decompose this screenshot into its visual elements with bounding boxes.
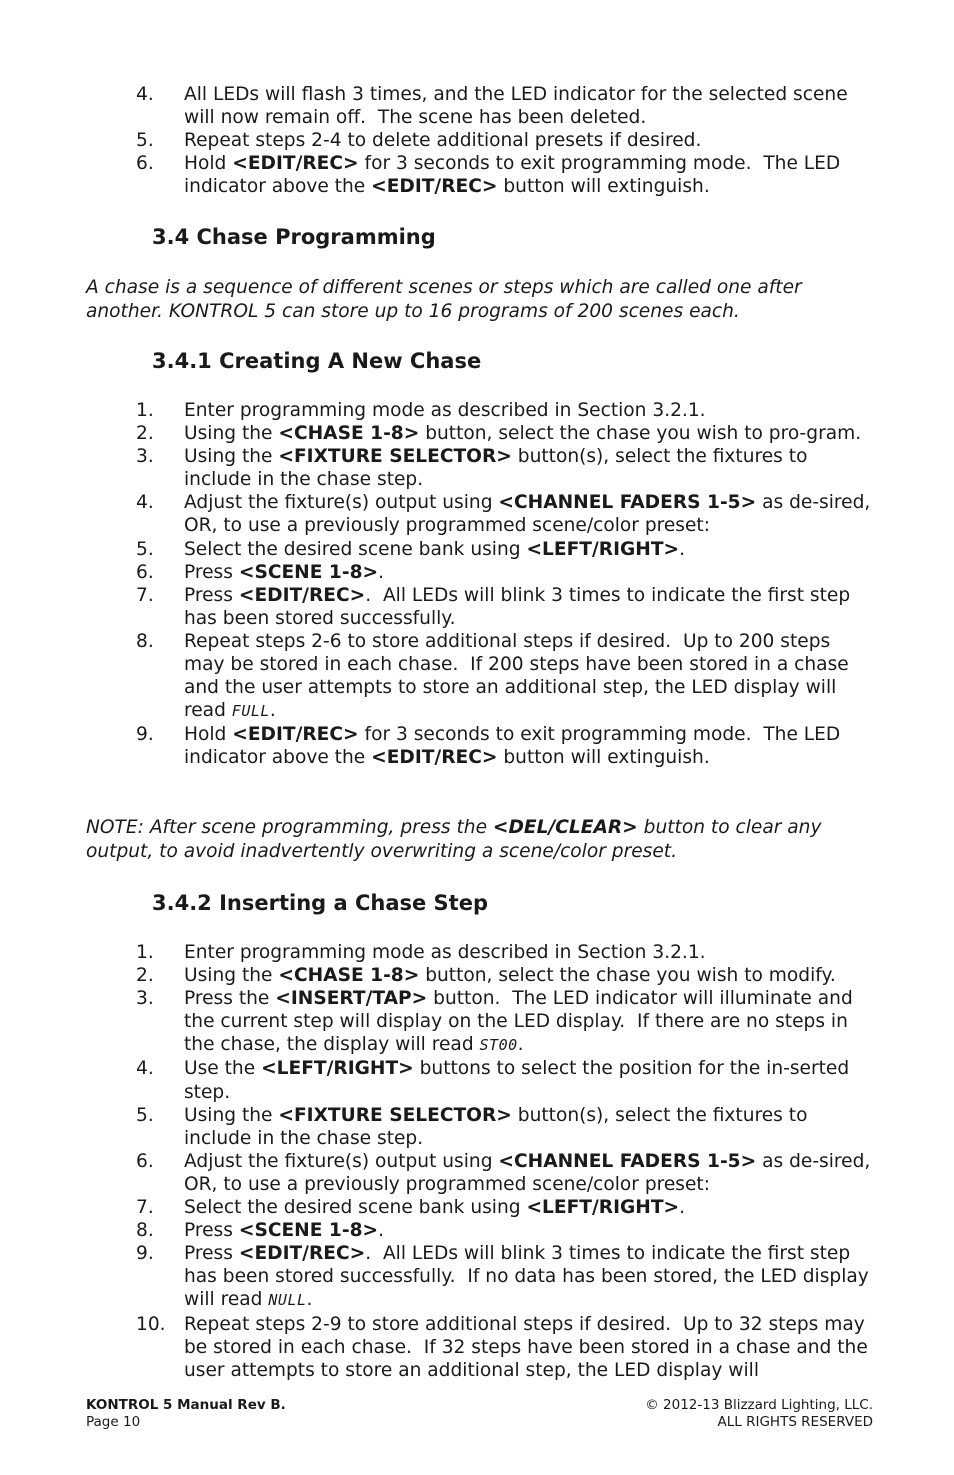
step-text: Adjust the fixture(s) output using	[184, 1150, 499, 1172]
button-name: <EDIT/REC>	[232, 724, 359, 746]
step-number: 1.	[136, 942, 154, 963]
list-item	[0, 941, 954, 964]
step-list-create-chase	[0, 399, 954, 770]
step-text: button, select the chase you wish to modify.	[419, 965, 836, 987]
step-number: 5.	[136, 130, 154, 152]
step-text: button will extinguish.	[497, 176, 710, 198]
list-item	[0, 1150, 954, 1196]
step-number: 8.	[136, 1220, 154, 1242]
button-name: <EDIT/REC>	[238, 584, 366, 606]
list-item	[0, 129, 954, 152]
step-body	[184, 152, 874, 198]
list-item	[0, 987, 954, 1057]
step-body	[184, 987, 874, 1057]
step-text: Repeat steps 2-6 to store additional steps if desired. Up to 200 steps may be stored in each chase. If 200 steps have been stored in a chase and the user attempts to store an additional step, the LED display will read	[184, 630, 855, 722]
step-number: 9.	[136, 1243, 154, 1265]
step-number: 6.	[136, 1150, 154, 1172]
step-body	[184, 584, 874, 630]
list-item	[0, 1219, 954, 1242]
step-number: 1.	[136, 400, 154, 421]
step-body	[184, 723, 874, 769]
led-display-readout: ST00	[479, 1036, 518, 1055]
step-text: Press	[184, 561, 239, 583]
step-text: Using the	[184, 423, 279, 445]
list-item	[0, 1057, 954, 1103]
step-body	[184, 1196, 874, 1219]
step-text: Use the	[184, 1058, 262, 1080]
button-name: <LEFT/RIGHT>	[526, 538, 680, 560]
step-number: 7.	[136, 1197, 154, 1219]
list-item	[0, 445, 954, 491]
step-number: 9.	[136, 724, 154, 746]
button-name: <LEFT/RIGHT>	[261, 1058, 414, 1080]
list-item	[0, 964, 954, 987]
step-body	[184, 964, 874, 987]
step-number: 4.	[136, 84, 154, 105]
step-text: Using the	[184, 1104, 279, 1126]
button-name: <SCENE 1-8>	[238, 1220, 379, 1242]
step-text: Press	[184, 1243, 239, 1265]
step-text: .	[378, 1220, 385, 1242]
step-list-insert-chase-step	[0, 941, 954, 1382]
list-item	[0, 1104, 954, 1150]
step-text: button(s), select the fixtures to include in the chase step.	[184, 1104, 814, 1149]
step-text: button(s), select the fixtures to include in the chase step.	[184, 446, 814, 491]
step-body	[184, 630, 874, 723]
section-heading-3-4-1: 3.4.1 Creating A New Chase	[152, 349, 482, 373]
button-name: <INSERT/TAP>	[275, 988, 428, 1010]
step-text: Press	[184, 1220, 239, 1242]
step-text: Repeat steps 2-9 to store additional steps if desired. Up to 32 steps may be stored in each chase. If 32 steps have been stored in a chase and the user attempts to store an additional step, the LED display will	[184, 1313, 874, 1381]
step-text: button to clear any output, to avoid inadvertently overwriting a scene/color preset.	[86, 817, 828, 862]
button-name: <FIXTURE SELECTOR>	[278, 1104, 512, 1126]
step-text: .	[378, 561, 385, 583]
list-item	[0, 399, 954, 422]
step-text: . All LEDs will blink 3 times to indicate the first step has been stored successfully.	[184, 584, 857, 629]
note-paragraph	[86, 816, 876, 864]
step-number: 3.	[136, 988, 154, 1010]
step-text: . All LEDs will blink 3 times to indicate the first step has been stored successfully. If no data has been stored, the LED display will read	[184, 1243, 875, 1311]
list-item	[0, 584, 954, 630]
button-name: <CHANNEL FADERS 1-5>	[498, 492, 757, 514]
list-item	[0, 422, 954, 445]
led-display-readout: FULL	[231, 702, 270, 721]
list-item	[0, 630, 954, 723]
section-heading-3-4-2: 3.4.2 Inserting a Chase Step	[152, 891, 488, 915]
step-text: Using the	[184, 446, 279, 468]
step-body	[184, 445, 874, 491]
button-name: <CHASE 1-8>	[278, 423, 420, 445]
button-name: <EDIT/REC>	[238, 1243, 366, 1265]
step-body	[184, 422, 874, 445]
step-text: Hold	[184, 724, 233, 746]
footer-page-number: Page 10	[86, 1414, 141, 1430]
step-text: button, select the chase you wish to pro-gram.	[419, 423, 862, 445]
step-text: as de-sired, OR, to use a previously programmed scene/color preset:	[184, 492, 877, 537]
step-body	[184, 129, 874, 152]
list-item	[0, 561, 954, 584]
step-number: 10.	[136, 1313, 166, 1335]
step-text: button. The LED indicator will illuminate and the current step will display on the LED display. If there are no steps in the chase, the display will read	[184, 988, 859, 1056]
step-body	[184, 561, 874, 584]
step-number: 5.	[136, 1104, 154, 1126]
step-text: .	[679, 1197, 686, 1219]
step-number: 2.	[136, 965, 154, 987]
step-number: 8.	[136, 630, 154, 652]
chase-intro-paragraph: A chase is a sequence of different scenes or steps which are called one after another. KONTROL 5 can store up to 16 programs of 200 scenes each.	[86, 277, 802, 322]
footer-right	[645, 1397, 873, 1431]
footer-left	[86, 1397, 286, 1431]
step-text: NOTE: After scene programming, press the	[86, 817, 493, 838]
button-name: <EDIT/REC>	[371, 747, 498, 769]
step-body	[184, 1313, 874, 1382]
step-body	[184, 1242, 874, 1312]
step-text: Hold	[184, 153, 233, 175]
section-heading-3-4: 3.4 Chase Programming	[152, 225, 436, 249]
step-number: 3.	[136, 446, 154, 468]
list-item	[0, 491, 954, 537]
step-number: 4.	[136, 1058, 154, 1080]
step-text: for 3 seconds to exit programming mode. The LED indicator above the	[184, 153, 847, 198]
step-body	[184, 1057, 874, 1103]
button-name: <CHASE 1-8>	[278, 965, 420, 987]
step-text: as de-sired, OR, to use a previously programmed scene/color preset:	[184, 1150, 877, 1195]
list-item	[0, 83, 954, 129]
button-name: <CHANNEL FADERS 1-5>	[498, 1150, 757, 1172]
button-name: <EDIT/REC>	[232, 153, 359, 175]
step-text: .	[306, 1289, 313, 1311]
step-text: .	[269, 700, 276, 722]
list-item	[0, 1242, 954, 1312]
step-text: Press	[184, 584, 239, 606]
led-display-readout: NULL	[268, 1291, 307, 1310]
step-body	[184, 538, 874, 561]
button-name: <FIXTURE SELECTOR>	[278, 446, 512, 468]
step-body	[184, 399, 874, 422]
step-text: for 3 seconds to exit programming mode. The LED indicator above the	[184, 724, 847, 769]
step-text: Select the desired scene bank using	[184, 1197, 527, 1219]
step-text: Select the desired scene bank using	[184, 538, 527, 560]
step-number: 6.	[136, 153, 154, 175]
button-name: <LEFT/RIGHT>	[526, 1197, 680, 1219]
step-text: Adjust the fixture(s) output using	[184, 492, 499, 514]
step-list-delete-preset	[0, 83, 954, 198]
step-body	[184, 941, 874, 964]
button-name: <EDIT/REC>	[371, 176, 498, 198]
step-text: Enter programming mode as described in Section 3.2.1.	[184, 400, 706, 421]
step-text: Repeat steps 2-4 to delete additional presets if desired.	[184, 130, 702, 152]
step-body	[184, 1219, 874, 1242]
list-item	[0, 723, 954, 769]
list-item	[0, 538, 954, 561]
step-body	[184, 491, 877, 537]
step-text: All LEDs will flash 3 times, and the LED indicator for the selected scene will now remain off. The scene has been deleted.	[184, 84, 854, 129]
step-text: Using the	[184, 965, 279, 987]
step-body	[184, 83, 874, 129]
step-number: 4.	[136, 492, 154, 514]
footer-manual-title: KONTROL 5 Manual Rev B.	[86, 1397, 286, 1413]
footer-copyright: © 2012-13 Blizzard Lighting, LLC.	[645, 1397, 873, 1413]
button-name: <DEL/CLEAR>	[492, 817, 638, 838]
step-number: 5.	[136, 538, 154, 560]
footer-rights: ALL RIGHTS RESERVED	[717, 1414, 873, 1430]
step-body	[184, 1104, 874, 1150]
list-item	[0, 1313, 954, 1382]
step-body	[184, 1150, 877, 1196]
step-text: Press the	[184, 988, 276, 1010]
step-text: buttons to select the position for the in-serted step.	[184, 1058, 856, 1103]
step-number: 7.	[136, 584, 154, 606]
button-name: <SCENE 1-8>	[238, 561, 379, 583]
list-item	[0, 152, 954, 198]
list-item	[0, 1196, 954, 1219]
step-number: 2.	[136, 423, 154, 445]
step-number: 6.	[136, 561, 154, 583]
step-text: Enter programming mode as described in Section 3.2.1.	[184, 942, 706, 963]
step-text: button will extinguish.	[497, 747, 710, 769]
step-text: .	[517, 1034, 524, 1056]
step-text: .	[679, 538, 686, 560]
